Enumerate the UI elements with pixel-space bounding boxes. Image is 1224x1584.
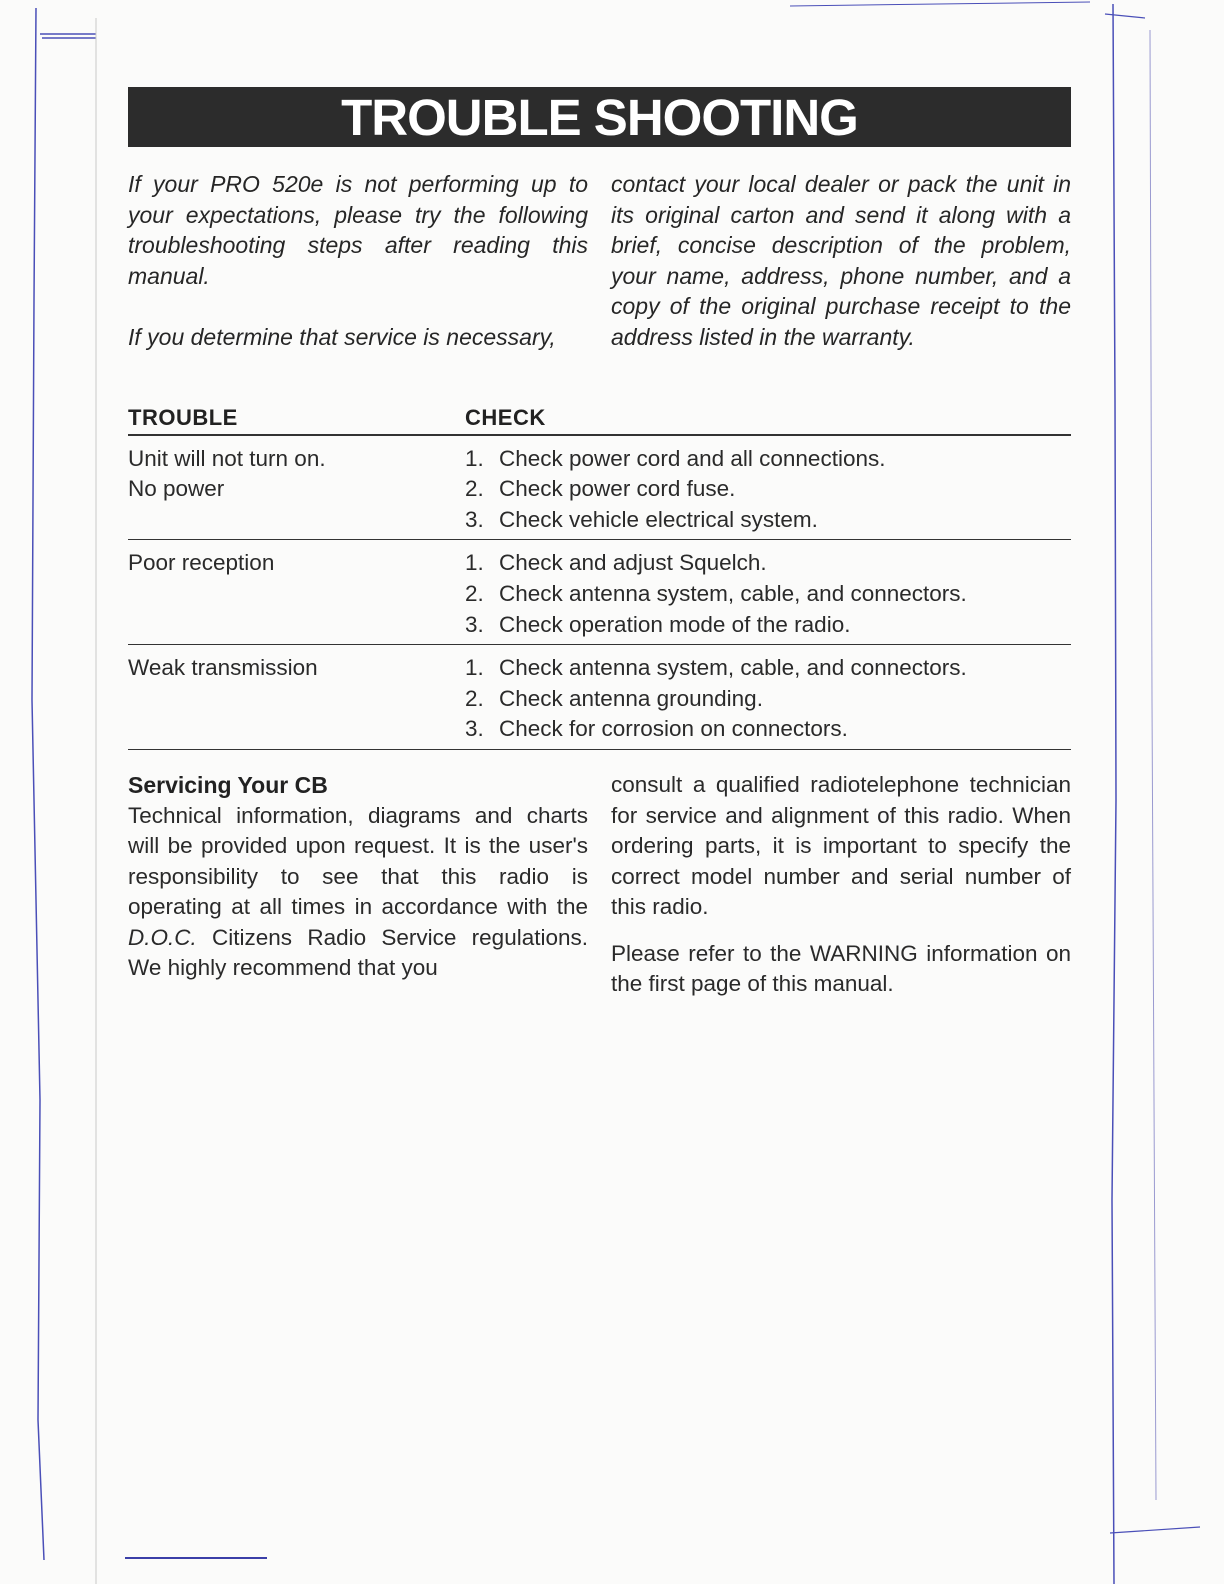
check-number: 3. <box>465 611 484 637</box>
warning-reference: Please refer to the WARNING information on the first page of this manual. <box>611 940 1071 997</box>
troubleshooting-table <box>128 405 1071 750</box>
check-cell <box>465 444 1071 536</box>
check-item <box>465 610 1071 641</box>
check-cell <box>465 653 1071 745</box>
check-item <box>465 474 1071 505</box>
servicing-paragraph: consult a qualified radiotelephone technician for service and alignment of this radio. When ordering parts, it is important to specify the correct model number and serial number of this radio. <box>611 771 1071 920</box>
check-number: 3. <box>465 506 484 532</box>
check-text: Check operation mode of the radio. <box>499 611 851 637</box>
check-text: Check power cord and all connections. <box>499 445 886 471</box>
check-item <box>465 714 1071 745</box>
intro-right-column <box>611 169 1071 353</box>
check-item <box>465 653 1071 684</box>
check-number: 3. <box>465 716 484 742</box>
doc-abbreviation: D.O.C. <box>128 924 197 950</box>
check-text: Check antenna grounding. <box>499 685 763 711</box>
servicing-text: Technical information, diagrams and charts will be provided upon request. It is the user's responsibility to see that this radio is operating at all times in accordance with the <box>128 802 588 920</box>
intro-section <box>128 169 1071 353</box>
check-item <box>465 548 1071 579</box>
check-number: 2. <box>465 580 484 606</box>
check-number: 1. <box>465 655 484 681</box>
servicing-section <box>128 770 1071 1000</box>
trouble-text: Unit will not turn on. <box>128 445 326 471</box>
footer-rule <box>125 1557 267 1559</box>
servicing-paragraph <box>128 801 588 985</box>
intro-paragraph: contact your local dealer or pack the unit in its original carton and send it along with a brief, concise description of the problem, your name, address, phone number, and a copy of the original purchase receipt to the address listed in the warranty. <box>611 171 1071 350</box>
check-item <box>465 579 1071 610</box>
servicing-left-column <box>128 770 588 1000</box>
check-number: 2. <box>465 685 484 711</box>
intro-paragraph: If your PRO 520e is not performing up to your expectations, please try the following troubleshooting steps after reading this manual. <box>128 171 588 289</box>
column-header-trouble: TROUBLE <box>128 404 238 430</box>
check-number: 1. <box>465 445 484 471</box>
check-text: Check vehicle electrical system. <box>499 506 818 532</box>
table-header <box>128 405 1071 436</box>
table-row <box>128 645 1071 750</box>
trouble-text: Weak transmission <box>128 655 318 681</box>
check-item <box>465 444 1071 475</box>
section-heading: Servicing Your CB <box>128 771 328 798</box>
check-number: 1. <box>465 550 484 576</box>
check-text: Check antenna system, cable, and connectors. <box>499 580 967 606</box>
trouble-text: Poor reception <box>128 550 275 576</box>
check-cell <box>465 548 1071 640</box>
check-text: Check for corrosion on connectors. <box>499 716 848 742</box>
check-item <box>465 505 1071 536</box>
check-item <box>465 684 1071 715</box>
intro-left-column <box>128 169 588 353</box>
table-row <box>128 436 1071 541</box>
column-header-check: CHECK <box>465 404 546 430</box>
manual-page <box>128 87 1071 1000</box>
table-row <box>128 540 1071 645</box>
servicing-text: Citizens Radio Service regulations. We highly recommend that you <box>128 924 588 981</box>
check-number: 2. <box>465 476 484 502</box>
trouble-cell <box>128 548 465 640</box>
servicing-right-column <box>611 770 1071 1000</box>
page-title: TROUBLE SHOOTING <box>128 87 1071 147</box>
trouble-cell <box>128 444 465 536</box>
trouble-cell <box>128 653 465 745</box>
check-text: Check power cord fuse. <box>499 476 736 502</box>
check-text: Check antenna system, cable, and connectors. <box>499 655 967 681</box>
check-text: Check and adjust Squelch. <box>499 550 767 576</box>
intro-paragraph: If you determine that service is necessary, <box>128 323 556 350</box>
trouble-text: No power <box>128 476 225 502</box>
